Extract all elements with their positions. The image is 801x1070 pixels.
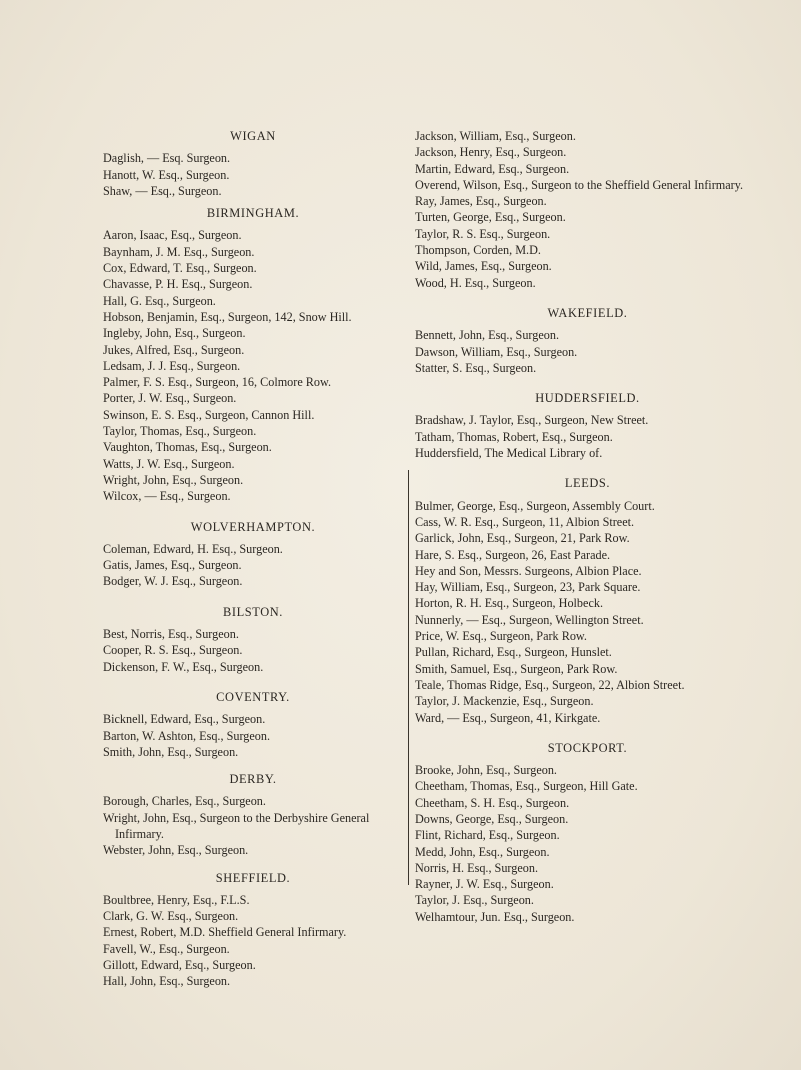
section-heading: STOCKPORT. — [547, 740, 628, 755]
directory-entry: Hobson, Benjamin, Esq., Surgeon, 142, Snow Hill. — [103, 309, 352, 324]
directory-entry: Jackson, Henry, Esq., Surgeon. — [415, 145, 567, 160]
directory-entry: Vaughton, Thomas, Esq., Surgeon. — [103, 440, 272, 455]
directory-entry: Baynham, J. M. Esq., Surgeon. — [103, 244, 255, 259]
directory-entry: Swinson, E. S. Esq., Surgeon, Cannon Hill. — [103, 407, 315, 422]
directory-entry: Dawson, William, Esq., Surgeon. — [415, 344, 578, 359]
section-spacer — [103, 859, 403, 870]
directory-entry: Hall, John, Esq., Surgeon. — [103, 974, 231, 989]
directory-entry: Hanott, W. Esq., Surgeon. — [103, 167, 230, 182]
directory-entry: Ray, James, Esq., Surgeon. — [415, 194, 547, 209]
directory-entry: Coleman, Edward, H. Esq., Surgeon. — [103, 541, 283, 556]
directory-entry: Cheetham, Thomas, Esq., Surgeon, Hill Gate. — [415, 779, 638, 794]
section-spacer — [103, 590, 403, 604]
section-heading: BIRMINGHAM. — [206, 206, 300, 221]
directory-entry: Bulmer, George, Esq., Surgeon, Assembly Court. — [415, 498, 655, 513]
directory-entry: Statter, S. Esq., Surgeon. — [415, 360, 537, 375]
directory-entry: Hall, G. Esq., Surgeon. — [103, 293, 216, 308]
directory-entry: Daglish, — Esq. Surgeon. — [103, 151, 231, 166]
directory-entry: Teale, Thomas Ridge, Esq., Surgeon, 22, Albion Street. — [415, 677, 685, 692]
section-heading: LEEDS. — [564, 476, 611, 491]
directory-entry: Downs, George, Esq., Surgeon. — [415, 811, 569, 826]
directory-entry: Smith, Samuel, Esq., Surgeon, Park Row. — [415, 661, 618, 676]
directory-entry: Ingleby, John, Esq., Surgeon. — [103, 326, 246, 341]
section-wakefield — [415, 305, 760, 376]
directory-entry: Palmer, F. S. Esq., Surgeon, 16, Colmore Row. — [103, 375, 332, 390]
directory-entry: Wood, H. Esq., Surgeon. — [415, 275, 536, 290]
section-continued — [415, 128, 760, 291]
directory-entry: Thompson, Corden, M.D. — [415, 243, 541, 258]
section-coventry — [103, 689, 403, 760]
directory-entry: Taylor, Thomas, Esq., Surgeon. — [103, 424, 257, 439]
directory-entry: Aaron, Isaac, Esq., Surgeon. — [103, 228, 242, 243]
section-spacer — [415, 376, 760, 390]
directory-entry: Overend, Wilson, Esq., Surgeon to the Sheffield General Infirmary. — [415, 177, 744, 192]
directory-entry: Brooke, John, Esq., Surgeon. — [415, 763, 557, 778]
directory-entry: Watts, J. W. Esq., Surgeon. — [103, 456, 235, 471]
directory-entry: Porter, J. W. Esq., Surgeon. — [103, 391, 237, 406]
directory-entry: Cheetham, S. H. Esq., Surgeon. — [415, 795, 570, 810]
directory-entry: Taylor, R. S. Esq., Surgeon. — [415, 226, 551, 241]
directory-entry: Martin, Edward, Esq., Surgeon. — [415, 161, 570, 176]
directory-entry: Chavasse, P. H. Esq., Surgeon. — [103, 277, 253, 292]
section-stockport — [415, 740, 760, 925]
section-heading: HUDDERSFIELD. — [535, 391, 640, 406]
section-heading: WAKEFIELD. — [547, 305, 628, 320]
directory-entry: Webster, John, Esq., Surgeon. — [103, 843, 249, 858]
directory-entry: Borough, Charles, Esq., Surgeon. — [103, 794, 266, 809]
directory-entry: Horton, R. H. Esq., Surgeon, Holbeck. — [415, 596, 603, 611]
directory-entry: Nunnerly, — Esq., Surgeon, Wellington Street. — [415, 612, 644, 627]
directory-entry: Smith, John, Esq., Surgeon. — [103, 744, 239, 759]
directory-entry: Rayner, J. W. Esq., Surgeon. — [415, 877, 554, 892]
directory-entry: Jackson, William, Esq., Surgeon. — [415, 129, 576, 143]
section-heading: DERBY. — [229, 772, 277, 787]
directory-entry: Boultbree, Henry, Esq., F.L.S. — [103, 892, 250, 907]
directory-entry: Huddersfield, The Medical Library of. — [415, 446, 603, 461]
directory-entry: Taylor, J. Mackenzie, Esq., Surgeon. — [415, 694, 594, 709]
directory-entry: Wilcox, — Esq., Surgeon. — [103, 489, 231, 504]
section-birmingham — [103, 205, 403, 504]
directory-entry: Ernest, Robert, M.D. Sheffield General Infirmary. — [103, 925, 347, 940]
directory-entry: Jukes, Alfred, Esq., Surgeon. — [103, 342, 245, 357]
directory-entry: Gillott, Edward, Esq., Surgeon. — [103, 958, 256, 973]
section-heading: WOLVERHAMPTON. — [190, 519, 316, 534]
directory-entry: Wright, John, Esq., Surgeon to the Derbyshire General Infirmary. — [103, 810, 370, 841]
section-heading: COVENTRY. — [216, 689, 290, 704]
section-huddersfield — [415, 390, 760, 461]
directory-entry: Norris, H. Esq., Surgeon. — [415, 860, 538, 875]
directory-entry: Turten, George, Esq., Surgeon. — [415, 210, 566, 225]
directory-entry: Garlick, John, Esq., Surgeon, 21, Park Row. — [415, 531, 630, 546]
directory-entry: Cass, W. R. Esq., Surgeon, 11, Albion Street. — [415, 514, 635, 529]
right-column — [415, 128, 760, 925]
directory-entry: Bradshaw, J. Taylor, Esq., Surgeon, New Street. — [415, 413, 649, 428]
section-heading: WIGAN — [230, 129, 276, 143]
directory-entry: Bicknell, Edward, Esq., Surgeon. — [103, 712, 266, 727]
directory-entry: Gatis, James, Esq., Surgeon. — [103, 558, 242, 573]
section-heading: SHEFFIELD. — [215, 870, 291, 885]
column-rule — [408, 470, 409, 885]
directory-entry: Clark, G. W. Esq., Surgeon. — [103, 909, 239, 924]
directory-entry: Cooper, R. S. Esq., Surgeon. — [103, 643, 243, 658]
directory-entry: Hey and Son, Messrs. Surgeons, Albion Place. — [415, 563, 642, 578]
section-sheffield — [103, 870, 403, 990]
directory-entry: Shaw, — Esq., Surgeon. — [103, 183, 222, 198]
section-spacer — [103, 760, 403, 771]
directory-entry: Hare, S. Esq., Surgeon, 26, East Parade. — [415, 547, 611, 562]
directory-entry: Cox, Edward, T. Esq., Surgeon. — [103, 261, 257, 276]
directory-entry: Wright, John, Esq., Surgeon. — [103, 472, 244, 487]
section-wolverhampton — [103, 519, 403, 590]
directory-entry: Tatham, Thomas, Robert, Esq., Surgeon. — [415, 429, 613, 444]
section-spacer — [103, 505, 403, 519]
directory-entry: Ledsam, J. J. Esq., Surgeon. — [103, 358, 241, 373]
directory-entry: Bennett, John, Esq., Surgeon. — [415, 328, 559, 343]
directory-entry: Bodger, W. J. Esq., Surgeon. — [103, 574, 243, 589]
directory-entry: Flint, Richard, Esq., Surgeon. — [415, 828, 560, 843]
directory-entry: Barton, W. Ashton, Esq., Surgeon. — [103, 728, 271, 743]
section-wigan — [103, 128, 403, 199]
left-column — [103, 128, 403, 990]
section-spacer — [415, 461, 760, 475]
section-derby — [103, 771, 403, 858]
section-spacer — [415, 291, 760, 305]
section-bilston — [103, 604, 403, 675]
directory-entry: Dickenson, F. W., Esq., Surgeon. — [103, 659, 264, 674]
directory-entry: Price, W. Esq., Surgeon, Park Row. — [415, 629, 587, 644]
directory-entry: Ward, — Esq., Surgeon, 41, Kirkgate. — [415, 710, 601, 725]
directory-entry: Taylor, J. Esq., Surgeon. — [415, 893, 534, 908]
directory-entry: Favell, W., Esq., Surgeon. — [103, 941, 230, 956]
section-spacer — [415, 726, 760, 740]
directory-entry: Welhamtour, Jun. Esq., Surgeon. — [415, 909, 575, 924]
section-leeds — [415, 475, 760, 725]
section-heading: BILSTON. — [223, 604, 283, 619]
directory-entry: Medd, John, Esq., Surgeon. — [415, 844, 550, 859]
directory-entry: Hay, William, Esq., Surgeon, 23, Park Square. — [415, 580, 641, 595]
section-spacer — [103, 675, 403, 689]
directory-entry: Wild, James, Esq., Surgeon. — [415, 259, 552, 274]
directory-entry: Pullan, Richard, Esq., Surgeon, Hunslet. — [415, 645, 612, 660]
directory-entry: Best, Norris, Esq., Surgeon. — [103, 627, 239, 642]
